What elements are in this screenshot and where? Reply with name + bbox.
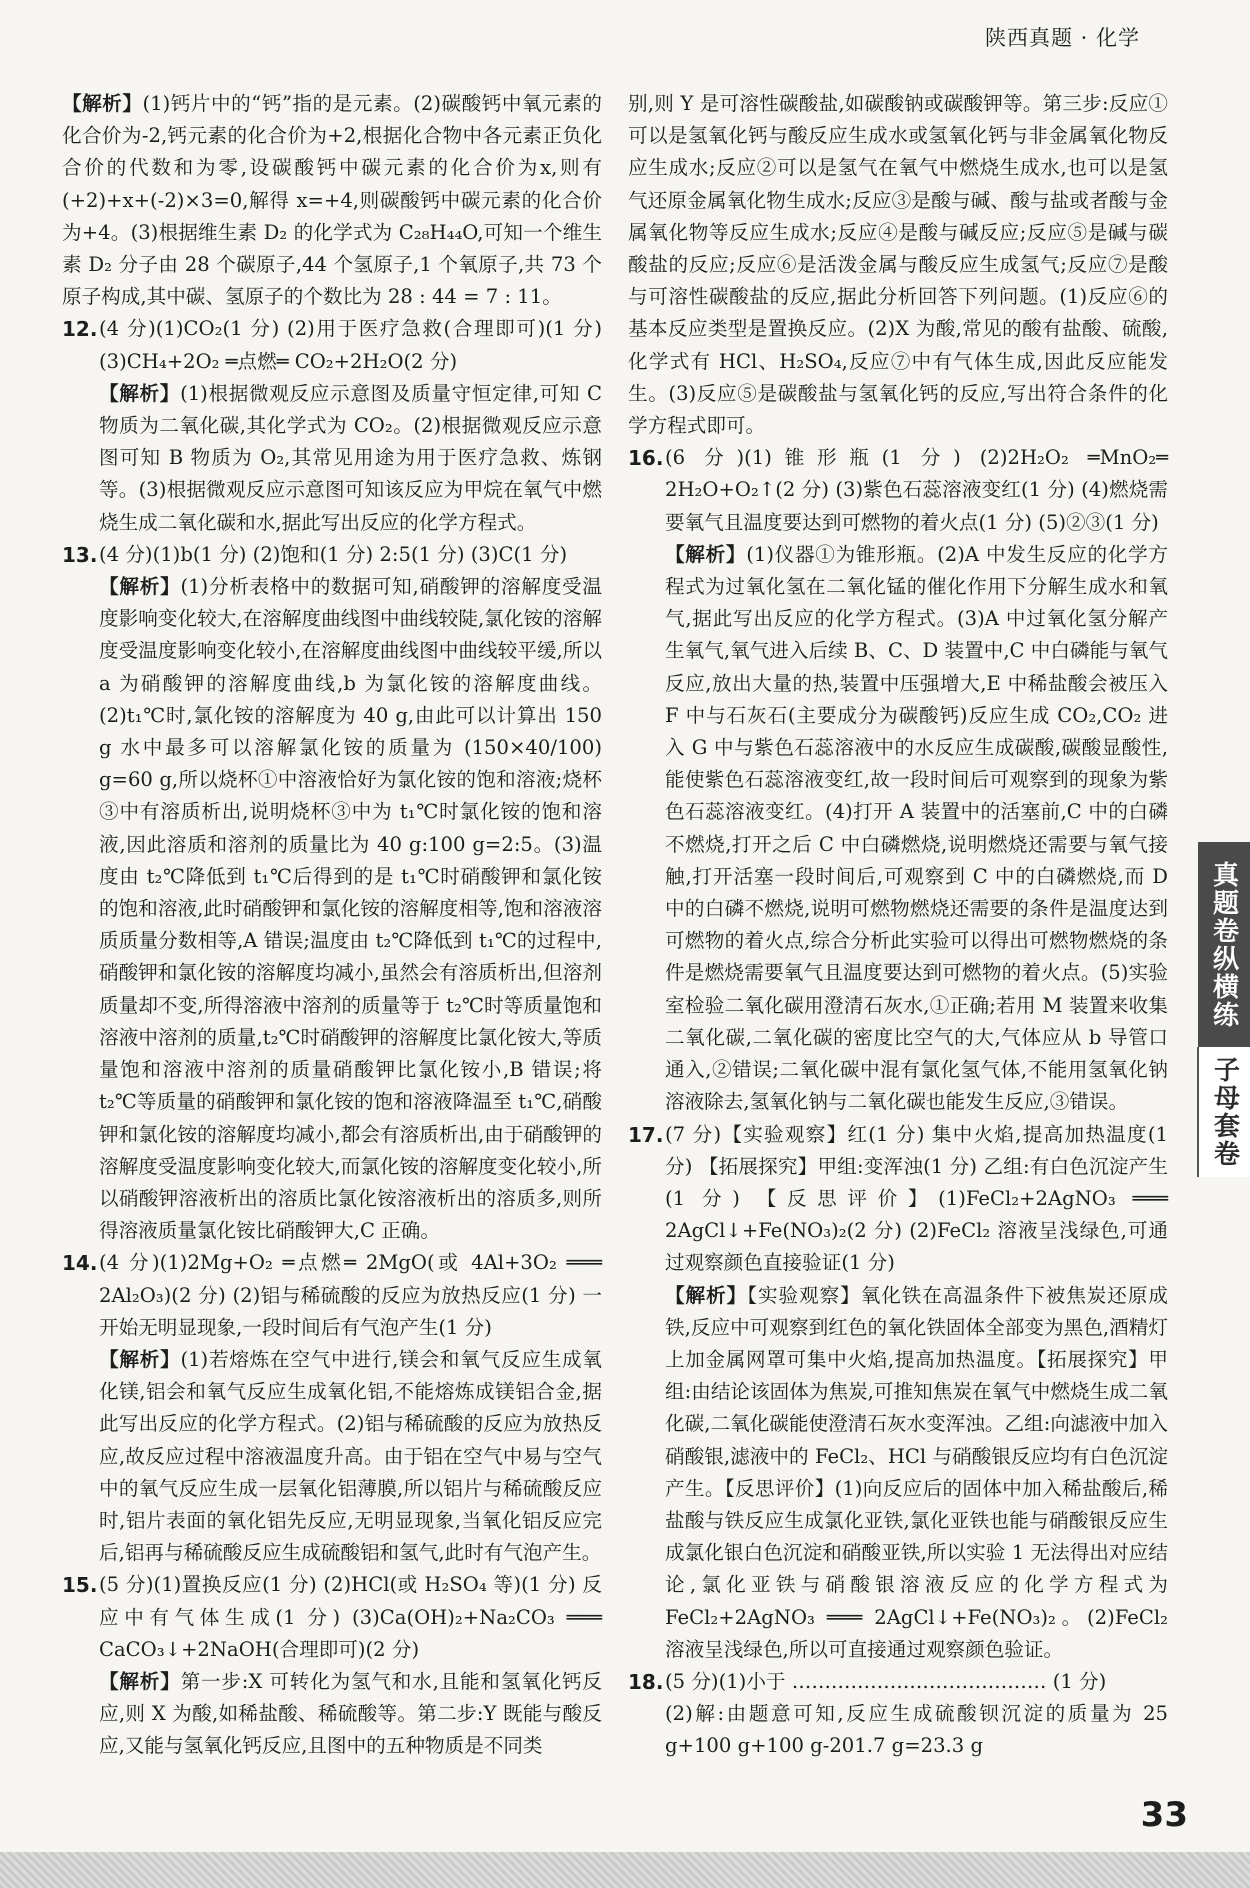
side-tab xyxy=(1198,842,1250,1177)
analysis-text: 【实验观察】氧化铁在高温条件下被焦炭还原成铁,反应中可观察到红色的氧化铁固体全部变为黑色,酒精灯上加金属网罩可集中火焰,提高加热温度。【拓展探究】甲组:由结论该固体为焦炭,可推知焦炭在氧气中燃烧生成二氧化碳,二氧化碳能使澄清石灰水变浑浊。乙组:向滤液中加入硝酸银,滤液中的 FeCl₂、HCl 与硝酸银反应均有白色沉淀产生。【反思评价】(1)向反应后的固体中加入稀盐酸后,稀盐酸与铁反应生成氯化亚铁,氯化亚铁也能与硝酸银反应生成氯化银白色沉淀和硝酸亚铁,所以实验 1 无法得出对应结论,氯化亚铁与硝酸银溶液反应的化学方程式为 FeCl₂+2AgNO₃ ═══ 2AgCl↓+Fe(NO₃)₂。(2)FeCl₂ 溶液呈浅绿色,所以可直接通过观察颜色验证。 xyxy=(665,1283,1168,1661)
question-16 xyxy=(628,442,1168,1118)
analysis-text: (1)根据微观反应示意图及质量守恒定律,可知 C 物质为二氧化碳,其化学式为 CO₂。(2)根据微观反应示意图可知 B 物质为 O₂,其常见用途为用于医疗急救、炼钢等。(3)根据微观反应示意图可知该反应为甲烷在氧气中燃烧生成二氧化碳和水,据此写出反应的化学方程式。 xyxy=(99,381,603,534)
side-tab-subtitle: 子母套卷 xyxy=(1197,1047,1250,1177)
analysis-label: 【解析】 xyxy=(99,575,181,599)
answer-text: (4 分)(1)2Mg+O₂ ═点燃═ 2MgO(或 4Al+3O₂ ═══ 2Al₂O₃)(2 分) (2)铝与稀硫酸的反应为放热反应(1 分) 一开始无明显现象,一段时间后有气泡产生(1 分) xyxy=(99,1251,602,1339)
analysis-label: 【解析】 xyxy=(62,92,143,115)
question-number: 16. xyxy=(628,446,664,471)
answer-text: (7 分)【实验观察】红(1 分) 集中火焰,提高加热温度(1 分) 【拓展探究】甲组:变浑浊(1 分) 乙组:有白色沉淀产生(1 分) 【反思评价】(1)FeCl₂+2AgNO₃ ═══ 2AgCl↓+Fe(NO₃)₂(2 分) (2)FeCl₂ 溶液呈浅绿色,可通过观察颜色直接验证(1 分) xyxy=(665,1122,1168,1275)
analysis xyxy=(99,571,602,1247)
q11-analysis xyxy=(62,88,602,313)
bottom-decorative-band xyxy=(0,1852,1250,1888)
analysis-text: (1)仪器①为锥形瓶。(2)A 中发生反应的化学方程式为过氧化氢在二氧化锰的催化作用下分解生成水和氧气,据此写出反应的化学方程式。(3)A 中过氧化氢分解产生氧气,氧气进入后续 B、C、D 装置中,C 中白磷能与氧气反应,放出大量的热,装置中压强增大,E 中稀盐酸会被压入 F 中与石灰石(主要成分为碳酸钙)反应生成 CO₂,CO₂ 进入 G 中与紫色石蕊溶液中的水反应生成碳酸,碳酸显酸性,能使紫色石蕊溶液变红,故一段时间后可观察到的现象为紫色石蕊溶液变红。(4)打开 A 装置中的活塞前,C 中的白磷不燃烧,打开之后 C 中白磷燃烧,说明燃烧还需要与氧气接触,打开活塞一段时间后,可观察到 C 中的白磷燃烧,而 D 中的白磷不燃烧,说明可燃物燃烧还需要的条件是温度达到可燃物的着火点,综合分析此实验可以得出可燃物燃烧的条件是燃烧需要氧气且温度要达到可燃物的着火点。(5)实验室检验二氧化碳用澄清石灰水,①正确;若用 M 装置来收集二氧化碳,二氧化碳的密度比空气的大,气体应从 b 导管口通入,②错误;二氧化碳中混有氯化氢气体,不能用氢氧化钠溶液除去,氢氧化钠与二氧化碳也能发生反应,③错误。 xyxy=(665,542,1168,1114)
solution-label: (2)解: xyxy=(665,1702,725,1726)
q15-analysis-continued: 别,则 Y 是可溶性碳酸盐,如碳酸钠或碳酸钾等。第三步:反应①可以是氢氧化钙与酸反应生成水或氢氧化钙与非金属氧化物反应生成水;反应②可以是氢气在氧气中燃烧生成水,也可以是氢气还原金属氧化物生成水;反应③是酸与碱、酸与盐或者酸与金属氧化物等反应生成水;反应④是酸与碱反应;反应⑤是碱与碳酸盐的反应;反应⑥是活泼金属与酸反应生成氢气;反应⑦是酸与可溶性碳酸盐的反应,据此分析回答下列问题。(1)反应⑥的基本反应类型是置换反应。(2)X 为酸,常见的酸有盐酸、硫酸,化学式有 HCl、H₂SO₄,反应⑦中有气体生成,因此反应能发生。(3)反应⑤是碳酸盐与氢氧化钙的反应,写出符合条件的化学方程式即可。 xyxy=(628,92,1168,438)
solution xyxy=(665,1698,1168,1762)
analysis xyxy=(99,1666,602,1763)
question-number: 18. xyxy=(628,1669,664,1694)
analysis xyxy=(665,1280,1168,1666)
question-number: 15. xyxy=(62,1573,98,1598)
analysis-text: (1)钙片中的“钙”指的是元素。(2)碳酸钙中氧元素的化合价为-2,钙元素的化合价为+2,根据化合物中各元素正负化合价的代数和为零,设碳酸钙中碳元素的化合价为x,则有(+2)+x+(-2)×3=0,解得 x=+4,则碳酸钙中碳元素的化合价为+4。(3)根据维生素 D₂ 的化学式为 C₂₈H₄₄O,可知一个维生素 D₂ 分子由 28 个碳原子,44 个氢原子,1 个氧原子,共 73 个原子构成,其中碳、氢原子的个数比为 28 : 44 = 7 : 11。 xyxy=(62,92,602,309)
analysis-label: 【解析】 xyxy=(99,1347,181,1371)
solution-text: 由题意可知,反应生成硫酸钡沉淀的质量为 25 g+100 g+100 g-201.7 g=23.3 g xyxy=(665,1702,1168,1758)
question-number: 12. xyxy=(62,317,98,342)
question-17 xyxy=(628,1119,1168,1666)
side-tab-series: 真题卷纵横练 xyxy=(1198,842,1250,1047)
answer-text: (4 分)(1)CO₂(1 分) (2)用于医疗急救(合理即可)(1 分) (3)CH₄+2O₂ ═点燃═ CO₂+2H₂O(2 分) xyxy=(99,317,602,373)
question-18 xyxy=(628,1666,1168,1763)
answer-text: (4 分)(1)b(1 分) (2)饱和(1 分) 2:5(1 分) (3)C(1 分) xyxy=(99,542,568,566)
question-number: 14. xyxy=(62,1251,98,1276)
question-number: 17. xyxy=(628,1122,664,1147)
question-13 xyxy=(62,539,602,1247)
analysis-text: (1)若熔炼在空气中进行,镁会和氧气反应生成氧化镁,铝会和氧气反应生成氧化铝,不能熔炼成镁铝合金,据此写出反应的化学方程式。(2)铝与稀硫酸的反应为放热反应,故反应过程中溶液温度升高。由于铝在空气中易与空气中的氧气反应生成一层氧化铝薄膜,所以铝片与稀硫酸反应时,铝片表面的氧化铝先反应,无明显现象,当氧化铝反应完后,铝再与稀硫酸反应生成硫酸铝和氢气,此时有气泡产生。 xyxy=(99,1347,603,1565)
question-15 xyxy=(62,1569,602,1762)
answer-text: (6 分)(1)锥形瓶(1 分) (2)2H₂O₂ ═MnO₂═ 2H₂O+O₂↑(2 分) (3)紫色石蕊溶液变红(1 分) (4)燃烧需要氧气且温度要达到可燃物的着火点(1 分) (5)②③(1 分) xyxy=(665,446,1168,534)
analysis xyxy=(99,1344,602,1569)
analysis-label: 【解析】 xyxy=(665,1283,748,1307)
analysis xyxy=(99,378,602,539)
analysis-label: 【解析】 xyxy=(99,381,181,405)
page-number: 33 xyxy=(1140,1795,1188,1835)
question-14 xyxy=(62,1247,602,1569)
analysis xyxy=(665,539,1168,1119)
page-header: 陕西真题 · 化学 xyxy=(984,26,1140,50)
analysis-text: (1)分析表格中的数据可知,硝酸钾的溶解度受温度影响变化较大,在溶解度曲线图中曲线较陡,氯化铵的溶解度受温度影响变化较小,在溶解度曲线图中曲线较平缓,所以 a 为硝酸钾的溶解度曲线,b 为氯化铵的溶解度曲线。(2)t₁℃时,氯化铵的溶解度为 40 g,由此可以计算出 150 g 水中最多可以溶解氯化铵的质量为 (150×40/100) g=60 g,所以烧杯①中溶液恰好为氯化铵的饱和溶液;烧杯③中有溶质析出,说明烧杯③中为 t₁℃时氯化铵的饱和溶液,因此溶质和溶剂的质量比为 40 g:100 g=2:5。(3)温度由 t₂℃降低到 t₁℃后得到的是 t₁℃时硝酸钾和氯化铵的饱和溶液,此时硝酸钾和氯化铵的溶解度相等,饱和溶液溶质质量分数相等,A 错误;温度由 t₂℃降低到 t₁℃的过程中,硝酸钾和氯化铵的溶解度均减小,虽然会有溶质析出,但溶剂质量却不变,所得溶液中溶剂的质量等于 t₂℃时等质量饱和溶液中溶剂的质量,t₂℃时硝酸钾的溶解度比氯化铵大,等质量饱和溶液中溶剂的质量硝酸钾比氯化铵小,B 错误;将 t₂℃等质量的硝酸钾和氯化铵的饱和溶液降温至 t₁℃,硝酸钾和氯化铵的溶解度均减小,都会有溶质析出,由于硝酸钾的溶解度受温度影响变化较大,而氯化铵的溶解度变化较小,所以硝酸钾溶液析出的溶质比氯化铵溶液析出的溶质多,则所得溶液质量氯化铵比硝酸钾大,C 正确。 xyxy=(99,575,603,1243)
left-column xyxy=(62,88,602,1763)
analysis-label: 【解析】 xyxy=(99,1669,181,1693)
question-12 xyxy=(62,313,602,538)
answer-text: (5 分)(1)置换反应(1 分) (2)HCl(或 H₂SO₄ 等)(1 分) 反应中有气体生成(1 分) (3)Ca(OH)₂+Na₂CO₃ ═══ CaCO₃↓+2NaOH(合理即可)(2 分) xyxy=(99,1573,602,1661)
question-number: 13. xyxy=(62,542,98,567)
answer-text: (5 分)(1)小于 ………………………………… (1 分) xyxy=(665,1669,1107,1693)
analysis-label: 【解析】 xyxy=(665,542,747,566)
right-column xyxy=(628,88,1168,1763)
analysis-text: 第一步:X 可转化为氢气和水,且能和氢氧化钙反应,则 X 为酸,如稀盐酸、稀硫酸等。第二步:Y 既能与酸反应,又能与氢氧化钙反应,且图中的五种物质是不同类 xyxy=(99,1669,603,1758)
